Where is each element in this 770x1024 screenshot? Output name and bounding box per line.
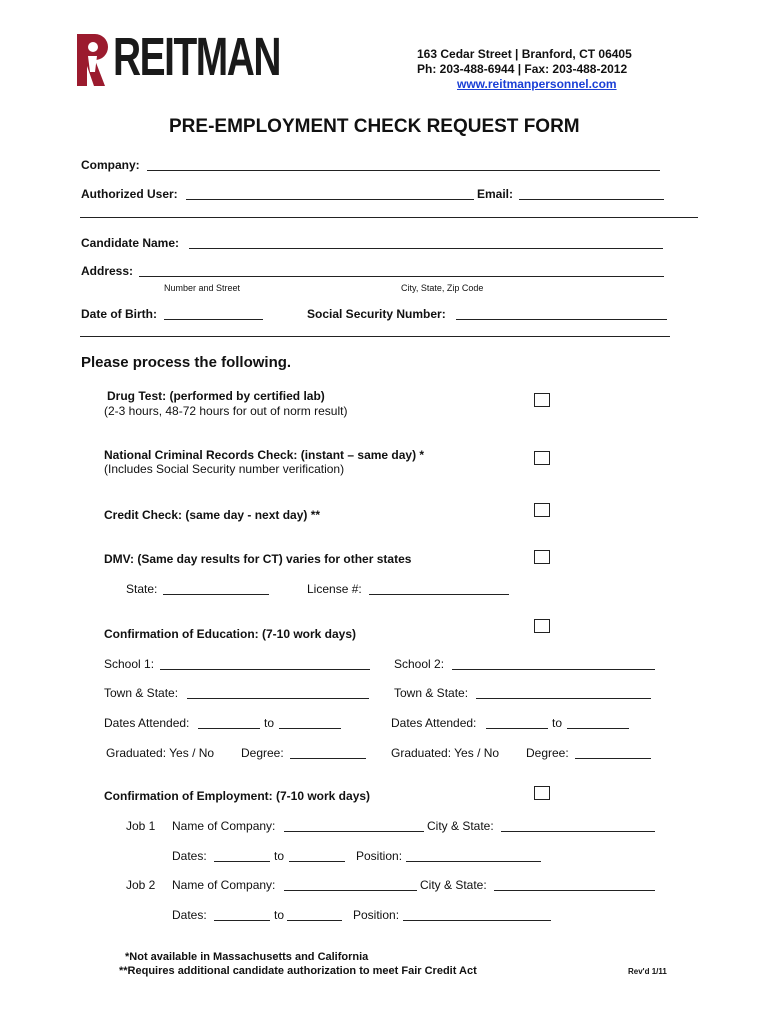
- phone-line: Ph: 203-488-6944 | Fax: 203-488-2012: [417, 62, 628, 76]
- dmv-state-label: State:: [126, 582, 158, 596]
- logo-wordmark: REITMAN: [113, 27, 281, 87]
- dmv-state-field[interactable]: [163, 583, 269, 595]
- dates-attended2-from[interactable]: [486, 717, 548, 729]
- ssn-label: Social Security Number:: [307, 307, 446, 321]
- job2-company-label: Name of Company:: [172, 878, 276, 892]
- divider-top: [80, 217, 698, 218]
- school1-field[interactable]: [160, 658, 370, 670]
- company-field[interactable]: [147, 159, 660, 171]
- job1-company-field[interactable]: [284, 820, 424, 832]
- graduated1-label: Graduated: Yes / No: [106, 746, 215, 760]
- dob-label: Date of Birth:: [81, 307, 157, 321]
- authorized-user-label: Authorized User:: [81, 187, 178, 201]
- company-label: Company:: [81, 158, 140, 172]
- dates-attended1-from[interactable]: [198, 717, 260, 729]
- job2-company-field[interactable]: [284, 879, 417, 891]
- section-heading: Please process the following.: [81, 354, 292, 371]
- dates-attended1-label: Dates Attended:: [104, 716, 190, 730]
- criminal-check-title: National Criminal Records Check: (instant – same day) *: [104, 448, 425, 462]
- employment-title: Confirmation of Employment: (7-10 work days): [104, 789, 371, 803]
- job1-position-label: Position:: [356, 849, 403, 863]
- degree2-field[interactable]: [575, 747, 651, 759]
- job1-city-state-label: City & State:: [427, 819, 494, 833]
- dmv-title: DMV: (Same day results for CT) varies for other states: [104, 552, 412, 566]
- address-field[interactable]: [139, 265, 664, 277]
- town-state1-label: Town & State:: [104, 686, 179, 700]
- job1-company-label: Name of Company:: [172, 819, 276, 833]
- credit-check-checkbox[interactable]: [534, 503, 550, 517]
- town-state2-field[interactable]: [476, 687, 651, 699]
- job2-position-label: Position:: [353, 908, 400, 922]
- job2-city-state-label: City & State:: [420, 878, 487, 892]
- divider-mid: [80, 336, 670, 337]
- job1-dates-from[interactable]: [214, 850, 270, 862]
- candidate-name-field[interactable]: [189, 237, 663, 249]
- job2-dates-to[interactable]: [287, 909, 342, 921]
- address-label: Address:: [81, 264, 134, 278]
- graduated2-label: Graduated: Yes / No: [391, 746, 500, 760]
- footnote-2: **Requires additional candidate authorization to meet Fair Credit Act: [119, 965, 477, 977]
- education-checkbox[interactable]: [534, 619, 550, 633]
- credit-check-title: Credit Check: (same day - next day) **: [104, 508, 321, 522]
- employment-checkbox[interactable]: [534, 786, 550, 800]
- form-title: PRE-EMPLOYMENT CHECK REQUEST FORM: [169, 116, 580, 137]
- school1-label: School 1:: [104, 657, 155, 671]
- ssn-field[interactable]: [456, 308, 667, 320]
- dates-attended2-to[interactable]: [567, 717, 629, 729]
- address-line: 163 Cedar Street | Branford, CT 06405: [417, 47, 632, 61]
- criminal-check-checkbox[interactable]: [534, 451, 550, 465]
- job1-dates-to-label: to: [274, 849, 285, 863]
- address-sub-street: Number and Street: [164, 283, 241, 293]
- company-logo: [75, 27, 300, 88]
- candidate-name-label: Candidate Name:: [81, 236, 180, 250]
- school2-label: School 2:: [394, 657, 445, 671]
- job2-city-state-field[interactable]: [494, 879, 655, 891]
- dates-attended1-to-label: to: [264, 716, 275, 730]
- job2-label: Job 2: [126, 878, 156, 892]
- dates-attended1-to[interactable]: [279, 717, 341, 729]
- website-link[interactable]: www.reitmanpersonnel.com: [457, 77, 617, 91]
- degree1-field[interactable]: [290, 747, 366, 759]
- dates-attended2-to-label: to: [552, 716, 563, 730]
- job2-dates-to-label: to: [274, 908, 285, 922]
- school2-field[interactable]: [452, 658, 655, 670]
- email-label: Email:: [477, 187, 514, 201]
- job1-label: Job 1: [126, 819, 156, 833]
- education-title: Confirmation of Education: (7-10 work days): [104, 627, 357, 641]
- footnote-1: *Not available in Massachusetts and California: [125, 951, 369, 963]
- degree1-label: Degree:: [241, 746, 284, 760]
- job1-dates-to[interactable]: [289, 850, 345, 862]
- town-state2-label: Town & State:: [394, 686, 469, 700]
- address-sub-city: City, State, Zip Code: [401, 283, 484, 293]
- dob-field[interactable]: [164, 308, 263, 320]
- job1-dates-label: Dates:: [172, 849, 207, 863]
- job2-dates-label: Dates:: [172, 908, 207, 922]
- revision-note: Rev'd 1/11: [628, 967, 667, 976]
- degree2-label: Degree:: [526, 746, 569, 760]
- dmv-license-label: License #:: [307, 582, 362, 596]
- drug-test-note: (2-3 hours, 48-72 hours for out of norm result): [104, 404, 348, 418]
- dmv-license-field[interactable]: [369, 583, 509, 595]
- dmv-checkbox[interactable]: [534, 550, 550, 564]
- job2-position-field[interactable]: [403, 909, 551, 921]
- logo-person-icon: [75, 32, 109, 88]
- job1-city-state-field[interactable]: [501, 820, 655, 832]
- job2-dates-from[interactable]: [214, 909, 270, 921]
- dates-attended2-label: Dates Attended:: [391, 716, 477, 730]
- criminal-check-note: (Includes Social Security number verification): [104, 462, 345, 476]
- drug-test-checkbox[interactable]: [534, 393, 550, 407]
- job1-position-field[interactable]: [406, 850, 541, 862]
- email-field[interactable]: [519, 188, 664, 200]
- authorized-user-field[interactable]: [186, 188, 474, 200]
- drug-test-title: Drug Test: (performed by certified lab): [107, 389, 325, 403]
- town-state1-field[interactable]: [187, 687, 369, 699]
